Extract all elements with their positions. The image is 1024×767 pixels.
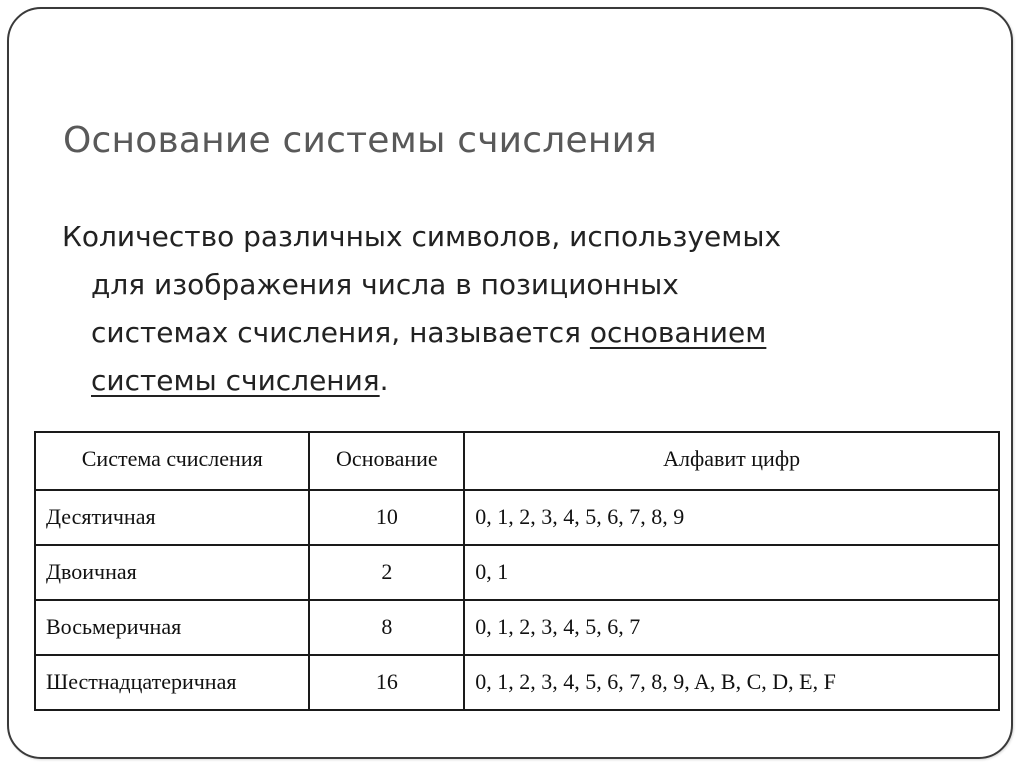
table-row <box>35 490 999 545</box>
cell-alphabet: 0, 1, 2, 3, 4, 5, 6, 7, 8, 9, A, B, C, D, E, F <box>464 655 999 710</box>
header-system: Система счисления <box>35 432 309 490</box>
table-row <box>35 655 999 710</box>
cell-alphabet: 0, 1, 2, 3, 4, 5, 6, 7 <box>464 600 999 655</box>
table-row <box>35 545 999 600</box>
definition-period: . <box>379 364 389 397</box>
cell-alphabet: 0, 1, 2, 3, 4, 5, 6, 7, 8, 9 <box>464 490 999 545</box>
definition-paragraph <box>62 213 942 405</box>
definition-line-4 <box>62 357 942 405</box>
cell-base: 10 <box>309 490 464 545</box>
table-row <box>35 600 999 655</box>
slide-title: Основание системы счисления <box>63 120 658 161</box>
cell-system-name: Шестнадцатеричная <box>35 655 309 710</box>
underlined-term-system: системы счисления <box>91 364 380 397</box>
numeral-systems-table <box>34 431 1000 711</box>
cell-alphabet: 0, 1 <box>464 545 999 600</box>
definition-line-3 <box>62 309 942 357</box>
cell-system-name: Восьмеричная <box>35 600 309 655</box>
cell-system-name: Десятичная <box>35 490 309 545</box>
cell-base: 2 <box>309 545 464 600</box>
header-alphabet: Алфавит цифр <box>464 432 999 490</box>
header-base: Основание <box>309 432 464 490</box>
definition-text: системах счисления, называется <box>91 316 590 349</box>
definition-line-1: Количество различных символов, используемых <box>62 220 782 253</box>
cell-system-name: Двоичная <box>35 545 309 600</box>
definition-line-2: для изображения числа в позиционных <box>91 268 679 301</box>
underlined-term-base: основанием <box>589 316 767 349</box>
table-header-row <box>35 432 999 490</box>
cell-base: 16 <box>309 655 464 710</box>
cell-base: 8 <box>309 600 464 655</box>
